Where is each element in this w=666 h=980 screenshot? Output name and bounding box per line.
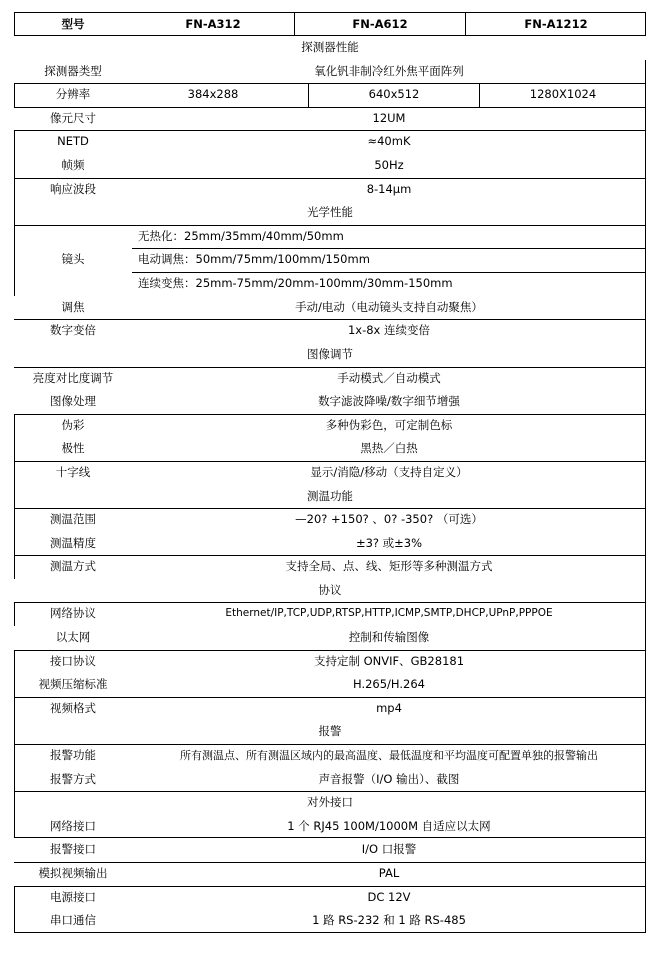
pixel-size-value: 12UM <box>372 110 406 125</box>
table-row <box>14 744 646 768</box>
ethernet-label: 以太网 <box>55 630 91 645</box>
table-row <box>14 815 646 839</box>
serial-value: 1 路 RS-232 和 1 路 RS-485 <box>312 913 466 928</box>
section-optics <box>14 201 646 225</box>
section-title: 图像调节 <box>307 346 353 361</box>
table-row <box>14 83 646 107</box>
table-row <box>14 296 646 320</box>
table-row <box>14 697 646 721</box>
table-row <box>14 650 646 674</box>
table-row <box>14 886 646 910</box>
video-compression-value: H.265/H.264 <box>353 677 425 692</box>
section-title: 协议 <box>318 582 342 597</box>
network-interface-label: 网络接口 <box>50 818 96 833</box>
pseudo-color-value: 多种伪彩色，可定制色标 <box>325 417 453 432</box>
analog-video-label: 模拟视频输出 <box>38 866 108 880</box>
focus-value: 手动/电动（电动镜头支持自动聚焦） <box>295 299 483 314</box>
temp-accuracy-value: ±3? 或±3% <box>355 535 423 550</box>
interface-protocol-value: 支持定制 ONVIF、GB28181 <box>313 653 465 668</box>
table-row <box>14 909 646 933</box>
model-a312: FN-A312 <box>185 17 241 31</box>
model-a1212: FN-A1212 <box>524 17 588 31</box>
table-row <box>14 768 646 792</box>
interface-protocol-label: 接口协议 <box>50 653 96 668</box>
netd-value: ≈40mK <box>367 134 411 149</box>
section-protocol <box>14 579 646 603</box>
detector-type-value: 氧化钒非制冷红外焦平面阵列 <box>314 63 464 78</box>
table-row <box>14 555 646 579</box>
section-title: 测温功能 <box>307 488 353 503</box>
image-processing-label: 图像处理 <box>50 394 96 409</box>
network-protocol-value: Ethernet/IP,TCP,UDP,RTSP,HTTP,ICMP,SMTP,DHCP,UPnP,PPPOE <box>225 607 553 620</box>
digital-zoom-label: 数字变倍 <box>50 323 96 338</box>
section-title: 光学性能 <box>307 205 353 220</box>
polarity-label: 极性 <box>61 441 85 456</box>
table-row <box>14 508 646 532</box>
temp-method-label: 测温方式 <box>50 559 96 574</box>
table-row <box>14 602 646 626</box>
table-row <box>14 838 646 862</box>
resolution-a612: 640x512 <box>368 87 420 102</box>
lens-row <box>14 225 646 296</box>
brightness-value: 手动模式／自动模式 <box>337 370 441 385</box>
temp-accuracy-label: 测温精度 <box>50 535 96 550</box>
table-row <box>14 414 646 438</box>
lens-athermal: 无热化：25mm/35mm/40mm/50mm <box>138 228 344 243</box>
network-interface-value: 1 个 RJ45 100M/1000M 自适应以太网 <box>287 818 491 833</box>
band-value: 8-14μm <box>366 181 412 196</box>
model-label: 型号 <box>61 17 85 31</box>
section-alarm <box>14 720 646 744</box>
table-header-row <box>14 12 646 36</box>
section-title: 报警 <box>318 724 342 739</box>
digital-zoom-value: 1x-8x 连续变倍 <box>347 323 431 338</box>
table-row <box>14 390 646 414</box>
lens-continuous-zoom: 连续变焦：25mm-75mm/20mm-100mm/30mm-150mm <box>138 275 453 290</box>
image-processing-value: 数字滤波降噪/数字细节增强 <box>318 394 460 409</box>
spec-table <box>14 12 646 933</box>
temp-range-value: —20? +150? 、0? -350? （可选） <box>295 512 483 527</box>
analog-video-value: PAL <box>378 866 400 880</box>
netd-label: NETD <box>57 134 89 149</box>
video-format-value: mp4 <box>376 700 402 715</box>
table-row <box>14 60 646 84</box>
video-format-label: 视频格式 <box>50 700 96 715</box>
table-row <box>14 178 646 202</box>
alarm-function-label: 报警功能 <box>50 748 96 763</box>
power-interface-label: 电源接口 <box>50 889 96 904</box>
table-row <box>14 319 646 343</box>
alarm-function-value: 所有测温点、所有测温区域内的最高温度、最低温度和平均温度可配置单独的报警输出 <box>180 749 598 763</box>
frame-rate-label: 帧频 <box>61 157 85 172</box>
serial-label: 串口通信 <box>50 913 96 928</box>
table-row <box>14 130 646 154</box>
table-row <box>14 862 646 886</box>
table-row <box>14 367 646 391</box>
pixel-size-label: 像元尺寸 <box>50 110 96 125</box>
crosshair-value: 显示/消隐/移动（支持自定义） <box>310 464 468 479</box>
polarity-value: 黑热／白热 <box>360 441 418 456</box>
resolution-a1212: 1280X1024 <box>529 87 597 102</box>
table-row <box>14 673 646 697</box>
frame-rate-value: 50Hz <box>374 157 404 172</box>
temp-method-value: 支持全局、点、线、矩形等多种测温方式 <box>285 559 493 574</box>
alarm-method-value: 声音报警（I/O 输出）、截图 <box>318 771 460 786</box>
resolution-label: 分辨率 <box>55 87 91 102</box>
section-temperature <box>14 485 646 509</box>
section-title: 对外接口 <box>307 795 353 810</box>
focus-label: 调焦 <box>61 299 85 314</box>
lens-label: 镜头 <box>61 252 85 267</box>
brightness-label: 亮度对比度调节 <box>32 370 114 385</box>
table-row <box>14 154 646 178</box>
table-row <box>14 107 646 131</box>
section-title: 探测器性能 <box>301 40 359 54</box>
section-image <box>14 343 646 367</box>
video-compression-label: 视频压缩标准 <box>38 677 108 692</box>
alarm-interface-label: 报警接口 <box>50 842 96 857</box>
temp-range-label: 测温范围 <box>50 512 96 527</box>
table-row <box>14 626 646 650</box>
crosshair-label: 十字线 <box>55 464 91 479</box>
model-a612: FN-A612 <box>352 17 408 31</box>
table-row <box>14 532 646 556</box>
pseudo-color-label: 伪彩 <box>61 417 85 432</box>
table-row <box>14 437 646 461</box>
network-protocol-label: 网络协议 <box>50 606 96 621</box>
table-row <box>14 461 646 485</box>
ethernet-value: 控制和传输图像 <box>348 630 430 645</box>
section-detector <box>14 36 646 60</box>
power-interface-value: DC 12V <box>367 889 411 904</box>
detector-type-label: 探测器类型 <box>44 63 102 78</box>
resolution-a312: 384x288 <box>187 87 239 102</box>
band-label: 响应波段 <box>50 181 96 196</box>
section-external <box>14 791 646 815</box>
alarm-method-label: 报警方式 <box>50 771 96 786</box>
lens-motorized: 电动调焦：50mm/75mm/100mm/150mm <box>138 252 370 267</box>
alarm-interface-value: I/O 口报警 <box>361 842 417 857</box>
